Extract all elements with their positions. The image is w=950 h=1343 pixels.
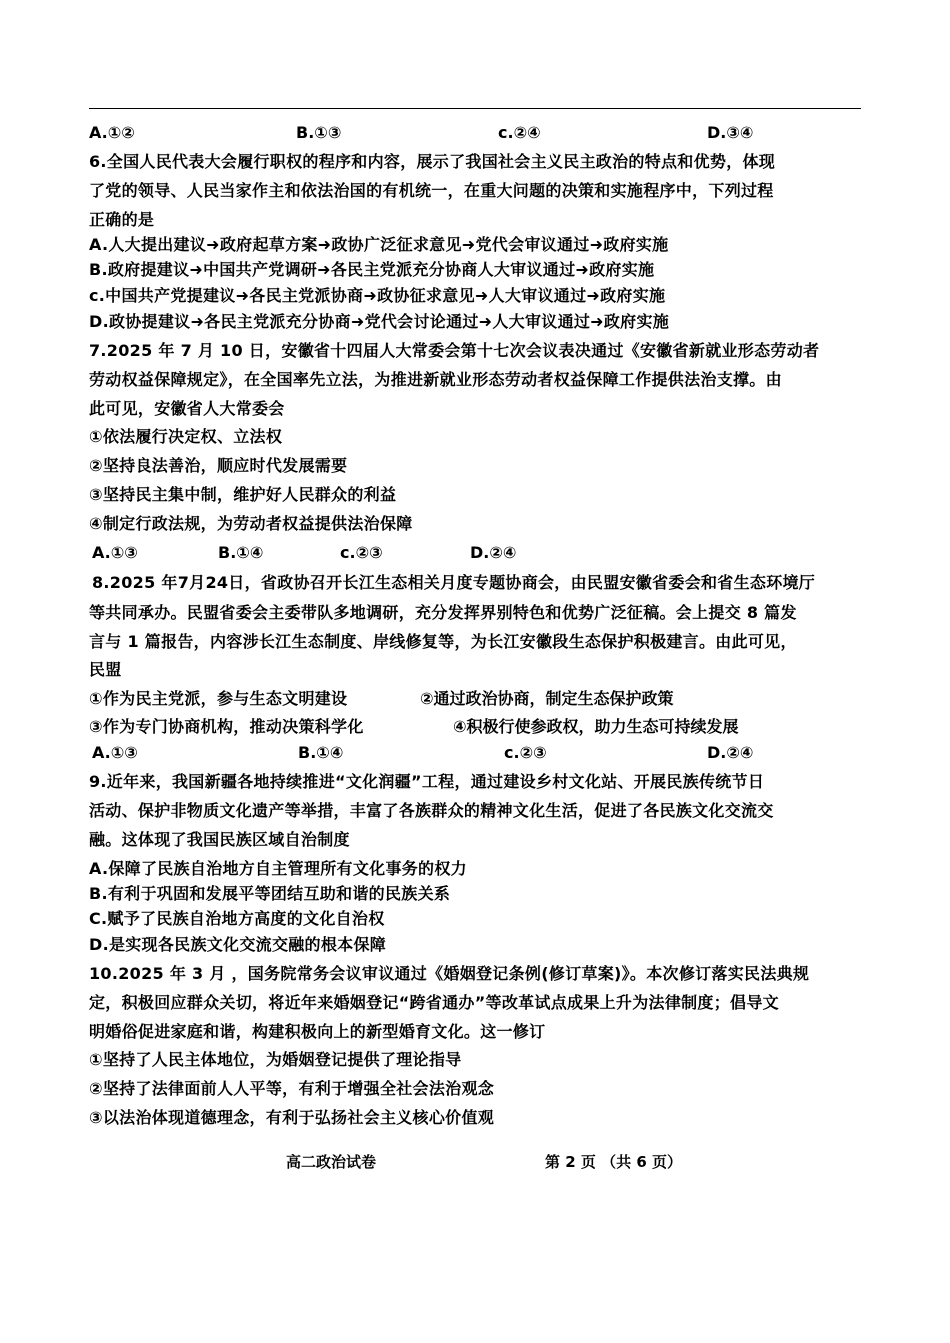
q6-stem-line: 了党的领导、人民当家作主和依法治国的有机统一，在重大问题的决策和实施程序中，下列过程 [89,181,774,200]
q8-stem-line: 8.2025 年7月24日，省政协召开长江生态相关月度专题协商会，由民盟安徽省委会和省生态环境厅 [92,573,816,592]
q10-item-3: ③以法治体现道德理念，有利于弘扬社会主义核心价值观 [89,1108,495,1127]
q9-option-a: A.保障了民族自治地方自主管理所有文化事务的权力 [89,859,467,878]
q10-stem-line: 10.2025 年 3 月 ，国务院常务会议审议通过《婚姻登记条例(修订草案)》。本次修订落实民法典规 [89,964,810,983]
q9-option-b: B.有利于巩固和发展平等团结互助和谐的民族关系 [89,884,451,903]
q10-stem-line: 明婚俗促进家庭和谐，构建积极向上的新型婚育文化。这一修订 [89,1022,546,1041]
q6-stem-line: 正确的是 [89,210,155,229]
q5-option-c: c.②④ [498,123,541,142]
q10-item-2: ②坚持了法律面前人人平等，有利于增强全社会法治观念 [89,1079,495,1098]
q9-stem-line: 活动、保护非物质文化遗产等举措，丰富了各族群众的精神文化生活，促进了各民族文化交流交 [89,801,774,820]
q7-item-1: ①依法履行决定权、立法权 [89,427,283,446]
q9-option-d: D.是实现各民族文化交流交融的根本保障 [89,935,387,954]
q6-option-a: A.人大提出建议➜政府起草方案➜政协广泛征求意见➜党代会审议通过➜政府实施 [89,235,669,254]
q6-option-c: c.中国共产党提建议➜各民主党派协商➜政协征求意见➜人大审议通过➜政府实施 [89,286,666,305]
q7-option-c: c.②③ [340,543,383,562]
q7-item-2: ②坚持良法善治，顺应时代发展需要 [89,456,348,475]
q8-option-a: A.①③ [92,743,138,762]
q8-stem-line: 民盟 [89,660,122,679]
q7-stem-line: 7.2025 年 7 月 10 日，安徽省十四届人大常委会第十七次会议表决通过《安徽省新就业形态劳动者 [89,341,820,360]
q6-stem-line: 6.全国人民代表大会履行职权的程序和内容，展示了我国社会主义民主政治的特点和优势，体现 [89,152,776,171]
q8-option-d: D.②④ [707,743,754,762]
q8-item-2: ②通过政治协商，制定生态保护政策 [420,689,674,708]
q8-option-b: B.①④ [298,743,344,762]
q6-option-b: B.政府提建议➜中国共产党调研➜各民主党派充分协商人大审议通过➜政府实施 [89,260,655,279]
q7-item-4: ④制定行政法规，为劳动者权益提供法治保障 [89,514,413,533]
q5-option-d: D.③④ [707,123,754,142]
q9-stem-line: 9.近年来，我国新疆各地持续推进“文化润疆”工程，通过建设乡村文化站、开展民族传统节日 [89,772,765,791]
q7-stem-line: 此可见，安徽省人大常委会 [89,399,285,418]
q8-option-c: c.②③ [504,743,547,762]
q8-item-1: ①作为民主党派，参与生态文明建设 [89,689,348,708]
q8-stem-line: 等共同承办。民盟省委会主委带队多地调研，充分发挥界别特色和优势广泛征稿。会上提交 8 篇发 [89,603,797,622]
q7-item-3: ③坚持民主集中制，维护好人民群众的利益 [89,485,397,504]
q7-option-b: B.①④ [218,543,264,562]
footer-subject: 高二政治试卷 [286,1153,377,1171]
q8-item-3: ③作为专门协商机构，推动决策科学化 [89,717,364,736]
q5-option-a: A.①② [89,123,135,142]
q7-option-d: D.②④ [470,543,517,562]
q10-stem-line: 定，积极回应群众关切，将近年来婚姻登记“跨省通办”等改革试点成果上升为法律制度；倡导文 [89,993,779,1012]
q5-option-b: B.①③ [296,123,342,142]
q9-stem-line: 融。这体现了我国民族区域自治制度 [89,830,350,849]
q10-item-1: ①坚持了人民主体地位，为婚姻登记提供了理论指导 [89,1050,462,1069]
header-rule [89,108,861,109]
q9-option-c: C.赋予了民族自治地方高度的文化自治权 [89,909,385,928]
q6-option-d: D.政协提建议➜各民主党派充分协商➜党代会讨论通过➜人大审议通过➜政府实施 [89,312,670,331]
q7-stem-line: 劳动权益保障规定》，在全国率先立法，为推进新就业形态劳动者权益保障工作提供法治支撑。由 [89,370,782,389]
footer-page-number: 第 2 页 （共 6 页） [545,1153,682,1171]
q8-stem-line: 言与 1 篇报告，内容涉长江生态制度、岸线修复等，为长江安徽段生态保护积极建言。由此可见， [89,632,797,651]
q7-option-a: A.①③ [92,543,138,562]
q8-item-4: ④积极行使参政权，助力生态可持续发展 [453,717,739,736]
